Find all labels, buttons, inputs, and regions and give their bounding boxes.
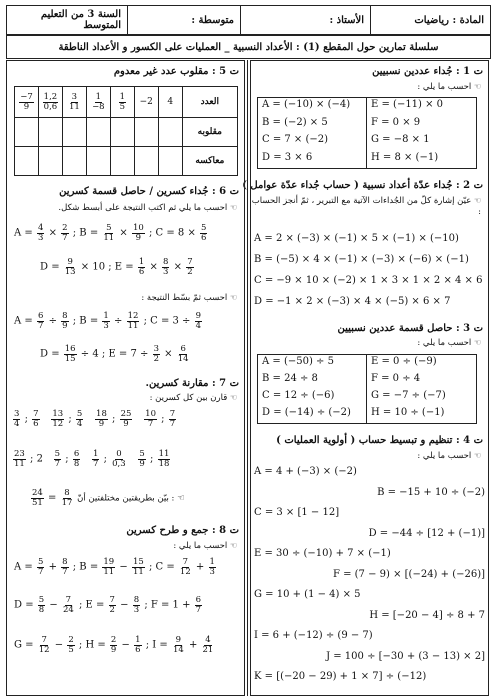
table-cell: 4: [158, 87, 182, 118]
separator: ;: [26, 453, 37, 465]
grid-cell: C = 7 × (−2): [258, 133, 367, 151]
ex7-row2: $\frac{23}{11}$ ; 2 | $\frac{5}{7}$ ; $\frac{6}{8}$ | $\frac{1}{7}$ ; $\frac{0}{0,3}$ | $\frac{5}{9}$ ; $\frac{11}{18}$: [14, 449, 170, 469]
ex3-table: [257, 354, 477, 424]
math-text: D =: [40, 348, 63, 360]
math-text: ÷ 4: [77, 348, 102, 360]
fraction: $\frac{8}{7}$: [62, 557, 68, 577]
table-cell: [38, 87, 62, 118]
ex4-line: J = 100 ÷ [−30 + (3 − 13) × 2]: [326, 650, 485, 662]
fraction: $\frac{8}{3}$: [163, 257, 169, 277]
spacer: |: [133, 413, 144, 425]
pointer-icon: ☜: [471, 196, 481, 205]
fraction: $\frac{8}{3}$: [133, 595, 140, 615]
math-text: E = 7 ÷: [108, 348, 152, 360]
grid-cell: G = −7 ÷ (−7): [371, 390, 446, 401]
ex4-line: H = [−20 − 4] ÷ 8 + 7: [369, 609, 485, 621]
fraction: $\frac{1}{3}$: [103, 311, 109, 331]
grid-cell: A = (−50) ÷ 5: [258, 355, 367, 372]
table-cell: [158, 147, 182, 176]
fraction: $\frac{5}{11}$: [103, 223, 115, 243]
fraction: $\frac{2}{9}$: [110, 635, 117, 655]
math-text: ×: [146, 261, 162, 273]
grid-cell: C = 12 ÷ (−6): [258, 389, 367, 406]
fraction: $\frac{7}{6}$: [33, 409, 39, 429]
ex6-instruction1: ☜ احسب ما يلي ثم اكتب النتيجة على أبسط شكل.: [58, 203, 237, 213]
fraction: $\frac{5}{6}$: [201, 223, 207, 243]
math-text: B =: [79, 315, 102, 327]
math-text: A =: [14, 227, 36, 239]
fraction: $\frac{6}{8}$: [73, 449, 80, 469]
table-row: [15, 147, 238, 176]
table-cell: [110, 87, 134, 118]
fraction: $\frac{3}{11}$: [68, 92, 80, 112]
ex4-instruction: ☜ احسب ما يلي :: [417, 451, 481, 461]
math-text: ;: [69, 227, 80, 239]
ex7-row1: [12, 410, 177, 428]
ex5-title: ت 5 : مقلوب عدد غير معدوم: [113, 66, 239, 77]
math-text: −: [116, 599, 132, 611]
fraction: $\frac{9}{13}$: [64, 257, 76, 277]
math-text: ;: [69, 315, 80, 327]
table-cell: [86, 118, 110, 147]
grid-cell: H = 8 × (−1): [371, 151, 439, 163]
ex7-title: ت 7 : مقارنة كسرين.: [145, 378, 239, 389]
table-cell: [62, 147, 86, 176]
math-text: −: [118, 639, 134, 651]
fraction: $\frac{19}{11}$: [103, 557, 115, 577]
math-text: C = 3 ÷: [150, 315, 194, 327]
table-cell: [158, 118, 182, 147]
ex6-line1: [14, 224, 208, 242]
fraction: $\frac{6}{14}$: [177, 344, 189, 364]
separator: ;: [157, 413, 168, 425]
spacer: |: [40, 413, 51, 425]
fraction: $\frac{10}{7}$: [145, 409, 156, 429]
pointer-icon: ☜: [227, 541, 237, 550]
school-cell: متوسطة :: [127, 6, 240, 34]
fraction: $\frac{1}{3}$: [209, 557, 215, 577]
fraction: $\frac{5}{8}$: [38, 595, 45, 615]
ex1-title: ت 1 : جُداء عددين نسبيين: [372, 66, 483, 77]
table-cell: [15, 147, 39, 176]
math-text: +: [192, 561, 208, 573]
ex6-instruction2: ☜ احسب ثمّ بسّط النتيجة :: [141, 293, 237, 303]
math-text: +: [45, 561, 61, 573]
fraction: $\frac{1}{5}$: [119, 92, 125, 112]
math-text: ×: [161, 348, 176, 360]
ex1-table: [257, 97, 477, 169]
ex1-instruction: ☜ احسب ما يلي :: [417, 82, 481, 92]
math-text: ; F = 1 +: [141, 599, 194, 611]
table-cell: [134, 147, 158, 176]
column-divider: [247, 60, 248, 696]
math-text: −: [116, 561, 131, 573]
math-text: −: [46, 599, 61, 611]
fraction: $\frac{2}{7}$: [62, 223, 68, 243]
pointer-icon: ☜: [227, 293, 237, 302]
fraction: $\frac{8}{9}$: [62, 311, 68, 331]
math-text: ;: [101, 348, 109, 360]
ex8-instruction: ☜ احسب ما يلي :: [173, 541, 237, 551]
ex8-line2: [14, 596, 203, 614]
fraction: $\frac{7}{2}$: [109, 595, 115, 615]
math-text: × 10: [77, 261, 109, 273]
math-text: E =: [85, 599, 108, 611]
fraction: $\frac{9}{4}$: [195, 311, 202, 331]
ex4-line: I = 6 + (−12) ÷ (9 − 7): [254, 630, 373, 641]
math-text: B =: [79, 227, 102, 239]
ex3-instruction: ☜ احسب ما يلي :: [417, 338, 481, 348]
pointer-icon: ☜: [227, 393, 237, 402]
fraction: $\frac{18}{9}$: [96, 409, 107, 429]
fraction: $\frac{7}{2}$: [187, 257, 193, 277]
math-text: ; C =: [145, 561, 178, 573]
fraction: $\frac{5}{7}$: [54, 449, 61, 469]
separator: ;: [21, 413, 32, 425]
table-cell: −2: [134, 87, 158, 118]
ex4-title: ت 4 : تنظيم و تبسيط حساب ( أولوية العمليات ): [276, 435, 483, 446]
math-text: B =: [79, 561, 102, 573]
grid-cell: B = 24 ÷ 8: [258, 372, 367, 389]
fraction: $\frac{10}{9}$: [132, 223, 144, 243]
pointer-icon: ☜: [471, 82, 481, 91]
header-bar: [6, 5, 491, 35]
table-cell: [38, 147, 62, 176]
table-cell: [62, 87, 86, 118]
spacer: |: [84, 413, 95, 425]
grid-cell: B = (−2) × 5: [258, 116, 367, 134]
table-cell: [86, 87, 110, 118]
table-cell: [134, 118, 158, 147]
fraction: $\frac{1}{7}$: [92, 449, 99, 469]
ex2-title: ت 2 : جُداء عدّة أعداد نسبية ( حساب جُداء عدّة عوامل ): [242, 180, 483, 191]
series-title: سلسلة تمارين حول المقطع (1) : الأعداد النسبية _ العمليات على الكسور و الأعداد الناطقة: [6, 35, 491, 59]
math-text: D =: [40, 261, 63, 273]
spacer: |: [42, 453, 53, 465]
fraction: $\frac{24}{51}$: [32, 488, 43, 508]
ex4-line: B = −15 + 10 ÷ (−2): [377, 486, 485, 498]
level-cell: السنة 3 من التعليم المتوسط: [40, 9, 121, 31]
fraction: $\frac{5}{9}$: [139, 449, 145, 469]
row-label: مقلوبه: [182, 118, 237, 147]
grid-cell: D = 3 × 6: [258, 151, 367, 169]
ex5-table: [14, 86, 238, 176]
table-cell: [110, 147, 134, 176]
table-row: [15, 118, 238, 147]
ex7-proof-text: بيّن بطريقتين مختلفتين أنّ : ☜: [74, 493, 185, 504]
math-text: C = 8 ×: [155, 227, 200, 239]
table-cell: [38, 118, 62, 147]
math-text: ×: [45, 227, 61, 239]
math-text: ;: [75, 599, 86, 611]
math-text: ×: [170, 261, 186, 273]
grid-cell: A = (−10) × (−4): [258, 98, 367, 116]
row-label: العدد: [182, 87, 237, 118]
fraction: $\frac{8}{17}$: [61, 488, 73, 508]
math-text: D =: [14, 599, 37, 611]
math-text: A =: [14, 315, 36, 327]
ex8-line1: [14, 558, 217, 576]
ex8-line3: [14, 636, 215, 654]
table-cell: [62, 118, 86, 147]
table-row: [15, 87, 238, 118]
math-text: ×: [116, 227, 131, 239]
ex2-instruction: ☜ عيّن إشارة كلّ من الجُداءات الآتية مع التبرير ، ثمّ أنجز الحساب :: [251, 196, 481, 218]
ex4-line: F = (7 − 9) × [(−24) + (−26)]: [332, 568, 485, 580]
fraction: $\frac{7}{7}$: [169, 409, 176, 429]
pointer-icon: ☜: [471, 451, 481, 460]
ex6-line4: [40, 345, 191, 363]
table-cell: [110, 118, 134, 147]
grid-cell: H = 10 ÷ (−1): [371, 407, 445, 418]
math-text: ;: [108, 261, 115, 273]
fraction: $\frac{0}{0,3}$: [112, 449, 126, 469]
fraction: $\frac{7}{12}$: [38, 635, 50, 655]
spacer: |: [81, 453, 91, 465]
ex4-line: C = 3 × [1 − 12]: [254, 507, 340, 518]
math-text: ; H =: [75, 639, 109, 651]
math-text: −: [51, 639, 67, 651]
fraction: $\frac{5}{7}$: [37, 557, 44, 577]
fraction: $\frac{7}{24}$: [62, 595, 74, 615]
equals: =: [44, 492, 60, 504]
ex4-line: E = 30 ÷ (−10) + 7 × (−1): [254, 548, 391, 559]
fraction: $\frac{15}{11}$: [132, 557, 144, 577]
fraction: $\frac{3}{4}$: [14, 409, 20, 429]
table-cell: [15, 87, 39, 118]
grid-cell: E = 0 ÷ (−9): [371, 356, 437, 367]
ex7-instruction: ☜ قارن بين كل كسرين :: [149, 393, 237, 403]
pointer-icon: ☜: [471, 338, 481, 347]
ex7-proof: [30, 489, 185, 507]
fraction: $\frac{11}{18}$: [158, 449, 170, 469]
ex4-line: A = 4 + (−3) × (−2): [254, 466, 357, 477]
grid-cell: F = 0 × 9: [371, 116, 421, 128]
fraction: $\frac{6}{7}$: [195, 595, 202, 615]
separator: ;: [108, 413, 119, 425]
teacher-cell: الأستاذ :: [240, 6, 370, 34]
separator: ;: [100, 453, 111, 465]
fraction: $\frac{13}{12}$: [52, 409, 64, 429]
grid-cell: G = −8 × 1: [371, 134, 430, 145]
table-cell: [86, 147, 110, 176]
ex6-line3: [14, 312, 203, 330]
math-text: +: [185, 639, 201, 651]
separator: ;: [62, 453, 72, 465]
grid-cell: E = (−11) × 0: [371, 99, 444, 110]
fraction: $\frac{9}{14}$: [172, 635, 184, 655]
ex6-line2: [40, 258, 195, 276]
table-cell: [15, 118, 39, 147]
math-text: E =: [114, 261, 137, 273]
fraction: $\frac{3}{2}$: [153, 344, 159, 364]
ex4-line: D = −44 ÷ [12 + (−1)]: [368, 527, 485, 539]
fraction: $\frac{2}{5}$: [68, 635, 74, 655]
ex6-title: ت 6 : جُداء كسرين / حاصل قسمة كسرين: [59, 186, 239, 197]
pointer-icon: ☜: [227, 203, 237, 212]
fraction: $\frac{25}{9}$: [120, 409, 132, 429]
row-label: معاكسه: [182, 147, 237, 176]
fraction: $\frac{-7}{9}$: [20, 92, 33, 112]
spacer: |: [127, 453, 138, 465]
fraction: $\frac{23}{11}$: [14, 449, 25, 469]
fraction: $\frac{4}{3}$: [37, 223, 44, 243]
math-text: G =: [14, 639, 37, 651]
math-text: A =: [14, 561, 36, 573]
math-text: ;: [145, 227, 156, 239]
ex2-line: B = (−5) × 4 × (−1) × (−3) × (−6) × (−1): [254, 254, 469, 265]
math-text: ;: [69, 561, 80, 573]
math-text: ÷: [45, 315, 61, 327]
fraction: $\frac{1,2}{0,6}$: [43, 92, 58, 112]
ex2-line: C = −9 × 10 × (−2) × 1 × 3 × 1 × 2 × 4 × 6: [254, 275, 483, 286]
grid-cell: D = (−14) ÷ (−2): [258, 406, 367, 423]
fraction: $\frac{7}{12}$: [179, 557, 191, 577]
fraction: $\frac{1}{6}$: [138, 257, 145, 277]
fraction: $\frac{1}{6}$: [135, 635, 141, 655]
math-text: ;: [140, 315, 151, 327]
fraction: $\frac{1}{-8}$: [92, 92, 105, 112]
separator: ;: [146, 453, 157, 465]
math-text: ÷: [110, 315, 126, 327]
fraction: $\frac{16}{15}$: [64, 344, 76, 364]
grid-cell: F = 0 ÷ 4: [371, 373, 421, 384]
ex4-line: G = 10 + (1 − 4) × 5: [254, 589, 361, 600]
separator: ;: [65, 413, 75, 425]
fraction: $\frac{5}{4}$: [76, 409, 83, 429]
fraction: $\frac{12}{11}$: [127, 311, 139, 331]
ex2-line: A = 2 × (−3) × (−1) × 5 × (−1) × (−10): [254, 233, 459, 244]
ex8-title: ت 8 : جمع و طرح كسرين: [126, 525, 239, 536]
fraction: $\frac{4}{21}$: [202, 635, 214, 655]
ex3-title: ت 3 : حاصل قسمة عددين نسبيين: [337, 323, 483, 334]
subject-cell: المادة : رياضيات: [370, 6, 490, 34]
ex4-line: K = [(−20 − 29) + 1 × 7] ÷ (−12): [254, 671, 427, 682]
ex2-line: D = −1 × 2 × (−3) × 4 × (−5) × 6 × 7: [254, 296, 451, 307]
fraction: $\frac{6}{7}$: [37, 311, 44, 331]
math-text: ; I =: [142, 639, 171, 651]
